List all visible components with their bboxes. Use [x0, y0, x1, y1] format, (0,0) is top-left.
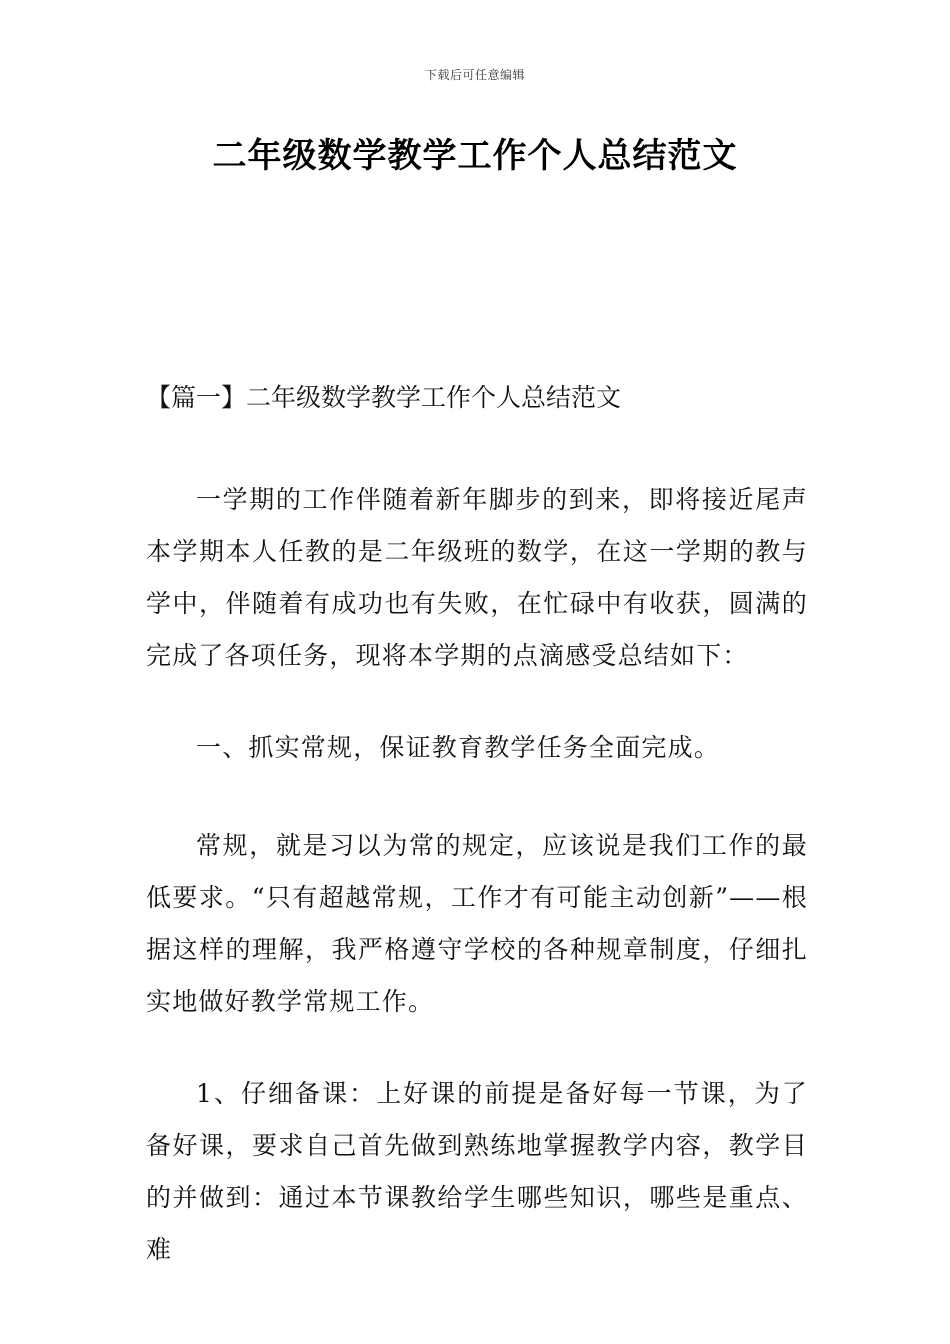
paragraph-subheading: 一、抓实常规，保证教育教学任务全面完成。: [196, 733, 721, 762]
document-title: 二年级数学教学工作个人总结范文: [212, 136, 738, 176]
paragraph-intro: 一学期的工作伴随着新年脚步的到来，即将接近尾声本学期本人任教的是二年级班的数学，在这一学期的教与学中，伴随着有成功也有失败，在忙碌中有收获，圆满的完成了各项任务，现将本学期的点滴感受总结如下：: [146, 485, 808, 670]
section-heading: 【篇一】二年级数学教学工作个人总结范文: [146, 383, 622, 412]
paragraph-lesson-prep: 1、仔细备课：上好课的前提是备好每一节课，为了备好课，要求自己首先做到熟练地掌握教学内容，教学目的并做到：通过本节课教给学生哪些知识，哪些是重点、难: [146, 1079, 808, 1264]
header-note: 下载后可任意编辑: [424, 68, 525, 82]
paragraph-routine: 常规，就是习以为常的规定，应该说是我们工作的最低要求。“只有超越常规，工作才有可能主动创新”——根据这样的理解，我严格遵守学校的各种规章制度，仔细扎实地做好教学常规工作。: [146, 831, 808, 1016]
